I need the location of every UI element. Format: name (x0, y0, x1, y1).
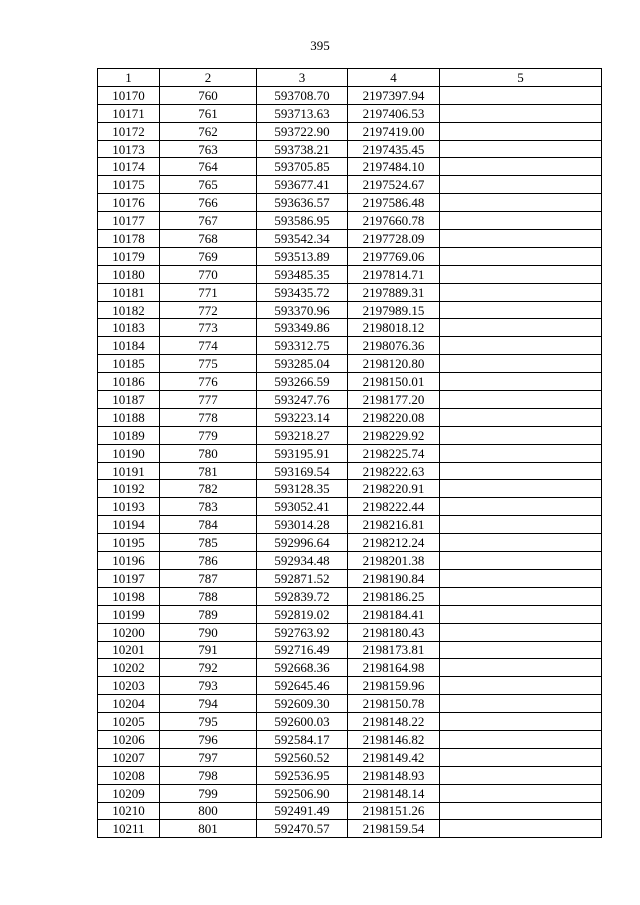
table-cell: 592506.90 (257, 784, 348, 802)
table-cell: 2198177.20 (348, 391, 440, 409)
table-cell: 780 (160, 444, 257, 462)
table-cell: 769 (160, 247, 257, 265)
table-cell: 795 (160, 713, 257, 731)
table-cell (440, 605, 602, 623)
table-cell: 592934.48 (257, 552, 348, 570)
table-cell: 592645.46 (257, 677, 348, 695)
table-cell (440, 659, 602, 677)
table-cell: 593014.28 (257, 516, 348, 534)
table-row (98, 802, 602, 820)
table-cell: 778 (160, 408, 257, 426)
table-cell: 2197814.71 (348, 265, 440, 283)
table-cell: 776 (160, 373, 257, 391)
table-cell: 10190 (98, 444, 160, 462)
table-cell: 10191 (98, 462, 160, 480)
table-cell: 786 (160, 552, 257, 570)
table-cell (440, 641, 602, 659)
table-cell: 788 (160, 587, 257, 605)
table-cell: 796 (160, 730, 257, 748)
table-cell: 2198150.01 (348, 373, 440, 391)
table-cell: 10173 (98, 140, 160, 158)
table-cell (440, 212, 602, 230)
table-row (98, 569, 602, 587)
table-cell: 2198120.80 (348, 355, 440, 373)
table-cell: 593636.57 (257, 194, 348, 212)
table-row (98, 176, 602, 194)
table-cell: 10181 (98, 283, 160, 301)
table-row (98, 498, 602, 516)
column-header: 5 (440, 69, 602, 87)
table-cell (440, 552, 602, 570)
table-cell: 2198184.41 (348, 605, 440, 623)
table-cell: 2198146.82 (348, 730, 440, 748)
table-cell: 592609.30 (257, 695, 348, 713)
table-cell (440, 713, 602, 731)
table-cell: 2198222.63 (348, 462, 440, 480)
table-cell: 593722.90 (257, 122, 348, 140)
table-row (98, 730, 602, 748)
table-cell: 2198220.08 (348, 408, 440, 426)
table-cell (440, 355, 602, 373)
table-row (98, 373, 602, 391)
table-row (98, 641, 602, 659)
table-cell: 2197728.09 (348, 230, 440, 248)
table-row (98, 695, 602, 713)
table-cell: 592536.95 (257, 766, 348, 784)
table-cell: 766 (160, 194, 257, 212)
table-cell (440, 569, 602, 587)
table-cell: 2198159.96 (348, 677, 440, 695)
table-cell (440, 623, 602, 641)
table-cell: 2198180.43 (348, 623, 440, 641)
table-cell: 2197586.48 (348, 194, 440, 212)
table-cell: 593435.72 (257, 283, 348, 301)
table-cell: 592491.49 (257, 802, 348, 820)
table-cell: 2198212.24 (348, 534, 440, 552)
table-row (98, 605, 602, 623)
table-cell (440, 104, 602, 122)
table-cell (440, 444, 602, 462)
table-cell: 785 (160, 534, 257, 552)
table-cell: 10200 (98, 623, 160, 641)
table-cell (440, 122, 602, 140)
table-cell: 593485.35 (257, 265, 348, 283)
table-cell (440, 426, 602, 444)
page-number: 395 (310, 38, 330, 53)
table-cell: 765 (160, 176, 257, 194)
table-cell: 593195.91 (257, 444, 348, 462)
table-cell: 781 (160, 462, 257, 480)
table-cell: 2198220.91 (348, 480, 440, 498)
table-cell: 800 (160, 802, 257, 820)
table-cell: 10175 (98, 176, 160, 194)
table-cell: 794 (160, 695, 257, 713)
table-cell: 10201 (98, 641, 160, 659)
table-cell: 593738.21 (257, 140, 348, 158)
table-cell: 797 (160, 748, 257, 766)
table-cell: 2197660.78 (348, 212, 440, 230)
table-cell (440, 534, 602, 552)
table-row (98, 86, 602, 104)
table-row (98, 283, 602, 301)
table-cell: 10204 (98, 695, 160, 713)
table-cell: 10208 (98, 766, 160, 784)
column-header: 2 (160, 69, 257, 87)
table-cell: 2198225.74 (348, 444, 440, 462)
table-row (98, 587, 602, 605)
table-cell (440, 391, 602, 409)
table-cell: 2198222.44 (348, 498, 440, 516)
table-cell: 10206 (98, 730, 160, 748)
table-cell: 768 (160, 230, 257, 248)
table-cell: 593052.41 (257, 498, 348, 516)
table-cell (440, 462, 602, 480)
table-row (98, 766, 602, 784)
table-row (98, 355, 602, 373)
table-cell (440, 265, 602, 283)
table-cell: 2198229.92 (348, 426, 440, 444)
table-cell: 10172 (98, 122, 160, 140)
table-row (98, 265, 602, 283)
table-cell: 592668.36 (257, 659, 348, 677)
table-cell: 10176 (98, 194, 160, 212)
table-cell: 2197484.10 (348, 158, 440, 176)
table-cell: 10184 (98, 337, 160, 355)
table-cell: 593586.95 (257, 212, 348, 230)
table-cell: 593542.34 (257, 230, 348, 248)
table-row (98, 516, 602, 534)
table-cell: 10209 (98, 784, 160, 802)
table-cell: 790 (160, 623, 257, 641)
table-row (98, 194, 602, 212)
table-cell: 779 (160, 426, 257, 444)
table-cell: 2198201.38 (348, 552, 440, 570)
table-cell: 10199 (98, 605, 160, 623)
table-cell: 2198151.26 (348, 802, 440, 820)
table-cell: 761 (160, 104, 257, 122)
table-cell: 593349.86 (257, 319, 348, 337)
table-cell: 592560.52 (257, 748, 348, 766)
table-cell: 10195 (98, 534, 160, 552)
table-cell: 10210 (98, 802, 160, 820)
table-cell: 2198149.42 (348, 748, 440, 766)
table-row (98, 426, 602, 444)
table-cell (440, 802, 602, 820)
table-cell (440, 230, 602, 248)
table-cell: 774 (160, 337, 257, 355)
table-cell: 593705.85 (257, 158, 348, 176)
table-cell: 773 (160, 319, 257, 337)
table-cell: 10192 (98, 480, 160, 498)
table-row (98, 748, 602, 766)
table-cell: 2198216.81 (348, 516, 440, 534)
table-cell: 592584.17 (257, 730, 348, 748)
table-cell: 592839.72 (257, 587, 348, 605)
table-cell: 10188 (98, 408, 160, 426)
table-row (98, 552, 602, 570)
table-row (98, 301, 602, 319)
table-cell: 10178 (98, 230, 160, 248)
table-cell: 593218.27 (257, 426, 348, 444)
table-cell: 799 (160, 784, 257, 802)
table-cell: 793 (160, 677, 257, 695)
table-row (98, 677, 602, 695)
table-cell: 593128.35 (257, 480, 348, 498)
table-cell: 763 (160, 140, 257, 158)
table-cell: 2197889.31 (348, 283, 440, 301)
table-cell: 593713.63 (257, 104, 348, 122)
table-cell (440, 820, 602, 838)
table-cell: 10182 (98, 301, 160, 319)
table-cell: 593223.14 (257, 408, 348, 426)
column-header: 4 (348, 69, 440, 87)
table-cell (440, 301, 602, 319)
table-row (98, 408, 602, 426)
table-cell: 10186 (98, 373, 160, 391)
table-cell (440, 587, 602, 605)
column-header: 3 (257, 69, 348, 87)
table-cell: 10207 (98, 748, 160, 766)
table-cell: 593677.41 (257, 176, 348, 194)
table-cell: 2198190.84 (348, 569, 440, 587)
table-cell: 10189 (98, 426, 160, 444)
table-cell: 10203 (98, 677, 160, 695)
table-cell: 2198076.36 (348, 337, 440, 355)
table-cell: 2198148.22 (348, 713, 440, 731)
table-row (98, 820, 602, 838)
table-cell (440, 748, 602, 766)
table-row (98, 462, 602, 480)
table-cell: 592470.57 (257, 820, 348, 838)
table-cell: 760 (160, 86, 257, 104)
table-cell: 777 (160, 391, 257, 409)
table-cell: 593169.54 (257, 462, 348, 480)
table-cell: 10197 (98, 569, 160, 587)
table-cell (440, 408, 602, 426)
table-cell: 2198186.25 (348, 587, 440, 605)
table-cell: 801 (160, 820, 257, 838)
table-cell: 10180 (98, 265, 160, 283)
table-row (98, 784, 602, 802)
table-cell: 2197397.94 (348, 86, 440, 104)
table-cell: 789 (160, 605, 257, 623)
table-header-row (98, 69, 602, 87)
table-cell: 2198159.54 (348, 820, 440, 838)
table-cell: 10187 (98, 391, 160, 409)
table-cell: 10179 (98, 247, 160, 265)
table-cell: 593266.59 (257, 373, 348, 391)
table-cell: 10196 (98, 552, 160, 570)
table-row (98, 659, 602, 677)
table-row (98, 713, 602, 731)
table-cell: 10205 (98, 713, 160, 731)
table-cell: 593513.89 (257, 247, 348, 265)
table-cell: 593708.70 (257, 86, 348, 104)
table-cell (440, 158, 602, 176)
table-row (98, 140, 602, 158)
table-cell (440, 695, 602, 713)
table-cell: 783 (160, 498, 257, 516)
table-cell: 2198150.78 (348, 695, 440, 713)
table-row (98, 319, 602, 337)
table-cell: 762 (160, 122, 257, 140)
table-cell: 10185 (98, 355, 160, 373)
table-cell: 791 (160, 641, 257, 659)
table-cell (440, 176, 602, 194)
table-cell (440, 337, 602, 355)
table-cell: 787 (160, 569, 257, 587)
table-cell: 593370.96 (257, 301, 348, 319)
table-cell: 2198173.81 (348, 641, 440, 659)
table-cell: 592716.49 (257, 641, 348, 659)
table-cell: 2197419.00 (348, 122, 440, 140)
coordinates-table (97, 68, 602, 838)
table-cell (440, 283, 602, 301)
table-cell: 2198148.93 (348, 766, 440, 784)
table-cell (440, 194, 602, 212)
table-cell (440, 784, 602, 802)
table-row (98, 212, 602, 230)
table-row (98, 391, 602, 409)
table-cell: 767 (160, 212, 257, 230)
table-cell: 10193 (98, 498, 160, 516)
table-row (98, 337, 602, 355)
table-cell (440, 319, 602, 337)
table-cell: 2198148.14 (348, 784, 440, 802)
table-cell: 10198 (98, 587, 160, 605)
table-cell: 10202 (98, 659, 160, 677)
table-row (98, 230, 602, 248)
table-cell: 10174 (98, 158, 160, 176)
table-cell: 592871.52 (257, 569, 348, 587)
table-cell: 2198164.98 (348, 659, 440, 677)
table-cell: 592600.03 (257, 713, 348, 731)
table-cell (440, 247, 602, 265)
table-cell: 792 (160, 659, 257, 677)
table-row (98, 623, 602, 641)
table-row (98, 480, 602, 498)
column-header: 1 (98, 69, 160, 87)
table-cell: 798 (160, 766, 257, 784)
table-cell (440, 480, 602, 498)
table-cell: 2197435.45 (348, 140, 440, 158)
table-cell: 10211 (98, 820, 160, 838)
table-cell: 10170 (98, 86, 160, 104)
table-cell: 592763.92 (257, 623, 348, 641)
table-row (98, 122, 602, 140)
table-cell (440, 516, 602, 534)
table-cell: 592996.64 (257, 534, 348, 552)
table-row (98, 104, 602, 122)
table-cell (440, 86, 602, 104)
table-cell: 764 (160, 158, 257, 176)
table-cell: 2197524.67 (348, 176, 440, 194)
table-cell: 592819.02 (257, 605, 348, 623)
table-cell: 593285.04 (257, 355, 348, 373)
table-cell: 771 (160, 283, 257, 301)
table-cell (440, 498, 602, 516)
table-row (98, 534, 602, 552)
table-cell: 772 (160, 301, 257, 319)
table-cell: 775 (160, 355, 257, 373)
table-cell (440, 140, 602, 158)
table-cell (440, 677, 602, 695)
table-cell: 2197989.15 (348, 301, 440, 319)
table-body (98, 86, 602, 837)
table-cell: 770 (160, 265, 257, 283)
table-cell: 2197769.06 (348, 247, 440, 265)
table-cell (440, 766, 602, 784)
table-cell: 10171 (98, 104, 160, 122)
table-cell: 784 (160, 516, 257, 534)
table-cell: 10183 (98, 319, 160, 337)
table-cell (440, 730, 602, 748)
table-cell: 2197406.53 (348, 104, 440, 122)
table-cell: 782 (160, 480, 257, 498)
table-cell: 593312.75 (257, 337, 348, 355)
table-row (98, 444, 602, 462)
table-cell: 2198018.12 (348, 319, 440, 337)
table-cell (440, 373, 602, 391)
table-row (98, 247, 602, 265)
table-cell: 10194 (98, 516, 160, 534)
table-cell: 10177 (98, 212, 160, 230)
table-row (98, 158, 602, 176)
table-cell: 593247.76 (257, 391, 348, 409)
